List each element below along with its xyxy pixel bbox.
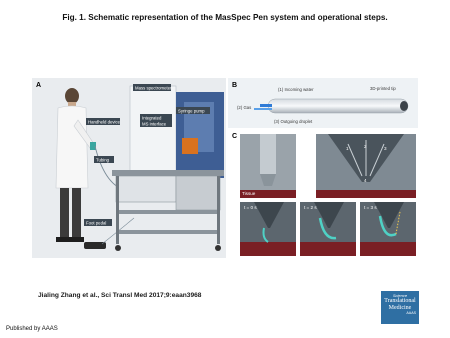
label-3d-printed-tip: 3D-printed tip: [370, 86, 396, 91]
label-ms-interface: MS interface: [142, 121, 167, 127]
citation: Jialing Zhang et al., Sci Transl Med 2017;9:eaan3968: [38, 292, 202, 299]
foot-pedal: [84, 242, 106, 249]
pen-body: [268, 99, 408, 113]
label-syringe-pump: Syringe pump: [178, 108, 205, 114]
panel-c-letter: C: [232, 133, 238, 140]
time-label-2: t = 2 s: [304, 205, 317, 210]
time-panel-2: [300, 202, 356, 256]
panel-b: [228, 78, 418, 128]
logo-line-4: AAAS: [406, 311, 416, 315]
label-outgoing-droplet: (3) Outgoing droplet: [274, 119, 313, 124]
label-tubing: Tubing: [96, 157, 109, 163]
port-number-2: 2: [364, 144, 367, 149]
label-handheld-device: Handheld device: [88, 119, 121, 125]
logo-line-2: Translational: [384, 298, 416, 304]
time-panel-0: [240, 202, 296, 256]
panel-a-letter: A: [36, 82, 42, 89]
published-by: Published by AAAS: [6, 326, 58, 332]
port-number-3: 3: [384, 146, 387, 151]
figure-image: [32, 78, 418, 258]
figure-title: Fig. 1. Schematic representation of the MasSpec Pen system and operational steps.: [62, 13, 388, 22]
logo-line-3: Medicine: [388, 304, 412, 311]
journal-logo: [381, 291, 419, 324]
time-panel-3: [360, 202, 416, 256]
panel-a: [32, 78, 226, 258]
time-label-3: t = 3 s: [364, 205, 377, 210]
panel-b-letter: B: [232, 82, 238, 89]
label-integrated: Integrated: [142, 115, 162, 121]
label-foot-pedal: Foot pedal: [86, 220, 107, 226]
mass-spectrometer: [130, 86, 224, 178]
label-incoming-water: (1) Incoming water: [278, 87, 314, 92]
logo-line-1: Science: [392, 293, 408, 298]
port-number-4: 4: [364, 178, 367, 183]
time-label-0: t = 0 s: [244, 205, 257, 210]
panel-c: [232, 133, 416, 256]
label-gas: (2) Gas: [237, 105, 252, 110]
label-mass-spectrometer: Mass spectrometer: [135, 85, 172, 91]
tissue-label: Tissue: [242, 191, 256, 196]
port-number-1: 1: [346, 146, 349, 151]
